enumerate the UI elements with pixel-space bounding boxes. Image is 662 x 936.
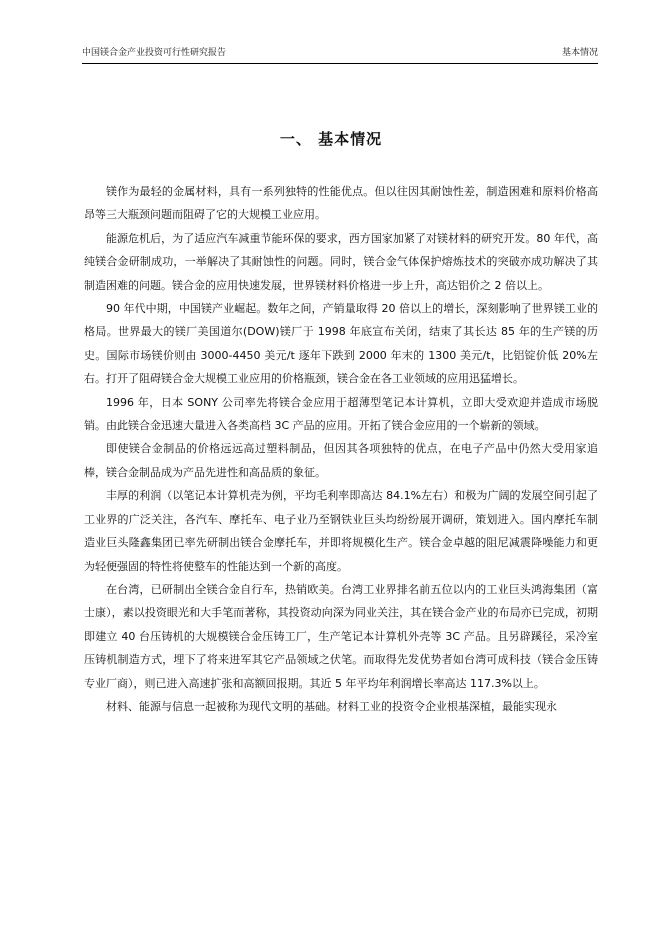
paragraph: 镁作为最轻的金属材料，具有一系列独特的性能优点。但以往因其耐蚀性差，制造困难和原料价格高昂等三大瓶颈问题而阻碍了它的大规模工业应用。 xyxy=(84,185,598,222)
page-header xyxy=(82,46,598,64)
paragraph: 1996 年，日本 SONY 公司率先将镁合金应用于超薄型笔记本计算机，立即大受欢迎并造成市场脱销。由此镁合金迅速大量进入各类高档 3C 产品的应用。开拓了镁合金应用的一个崭新的领域。 xyxy=(84,395,598,433)
paragraph: 丰厚的利润（以笔记本计算机壳为例，平均毛利率即高达 84.1%左右）和极为广阔的发展空间引起了工业界的广泛关注，各汽车、摩托车、电子业乃至钢铁业巨头均纷纷展开调研，策划进入。国内摩托车制造业巨头隆鑫集团已率先研制出镁合金摩托车，并即将规模化生产。镁合金卓越的阻尼减震降噪能力和更为轻便强固的特性将使整车的性能达到一个新的高度。 xyxy=(84,489,598,573)
paragraph: 材料、能源与信息一起被称为现代文明的基础。材料工业的投资令企业根基深植，最能实现永 xyxy=(106,699,557,713)
body-text xyxy=(84,180,598,718)
paragraph: 能源危机后，为了适应汽车减重节能环保的要求，西方国家加紧了对镁材料的研究开发。80 年代，高纯镁合金研制成功，一举解决了其耐蚀性的问题。同时，镁合金气体保护熔炼技术的突破亦成功解决了其制造困难的问题。镁合金的应用快速发展，世界镁材料价格进一步上升，高达铝价之 2 倍以上。 xyxy=(84,231,598,292)
section-title: 一、 基本情况 xyxy=(279,130,383,148)
paragraph: 90 年代中期，中国镁产业崛起。数年之间，产销量取得 20 倍以上的增长，深刻影响了世界镁工业的格局。世界最大的镁厂美国道尔(DOW)镁厂于 1998 年底宣布关闭，结束了其长达 85 年的生产镁的历史。国际市场镁价则由 3000-4450 美元/t 逐年下跌到 2000 年末的 1300 美元/t，比铝锭价低 20%左右。打开了阻碍镁合金大规模工业应用的价格瓶颈，镁合金在各工业领域的应用迅猛增长。 xyxy=(84,302,598,386)
header-document-title: 中国镁合金产业投资可行性研究报告 xyxy=(82,48,227,58)
paragraph: 在台湾，已研制出全镁合金自行车，热销欧美。台湾工业界排名前五位以内的工业巨头鸿海集团（富士康），素以投资眼光和大手笔而著称，其投资动向深为同业关注，其在镁合金产业的布局亦已完成，初期即建立 40 台压铸机的大规模镁合金压铸工厂，生产笔记本计算机外壳等 3C 产品。且另辟蹊径，采冷室压铸机制造方式，埋下了将来进军其它产品领域之伏笔。而取得先发优势者如台湾可成科技（镁合金压铸专业厂商），则已进入高速扩张和高额回报期。其近 5 年平均年利润增长率高达 117.3%以上。 xyxy=(84,582,598,690)
header-section-label: 基本情况 xyxy=(561,48,598,58)
paragraph: 即使镁合金制品的价格远远高过塑料制品，但因其各项独特的优点，在电子产品中仍然大受用家追棒，镁合金制品成为产品先进性和高品质的象征。 xyxy=(84,442,598,479)
